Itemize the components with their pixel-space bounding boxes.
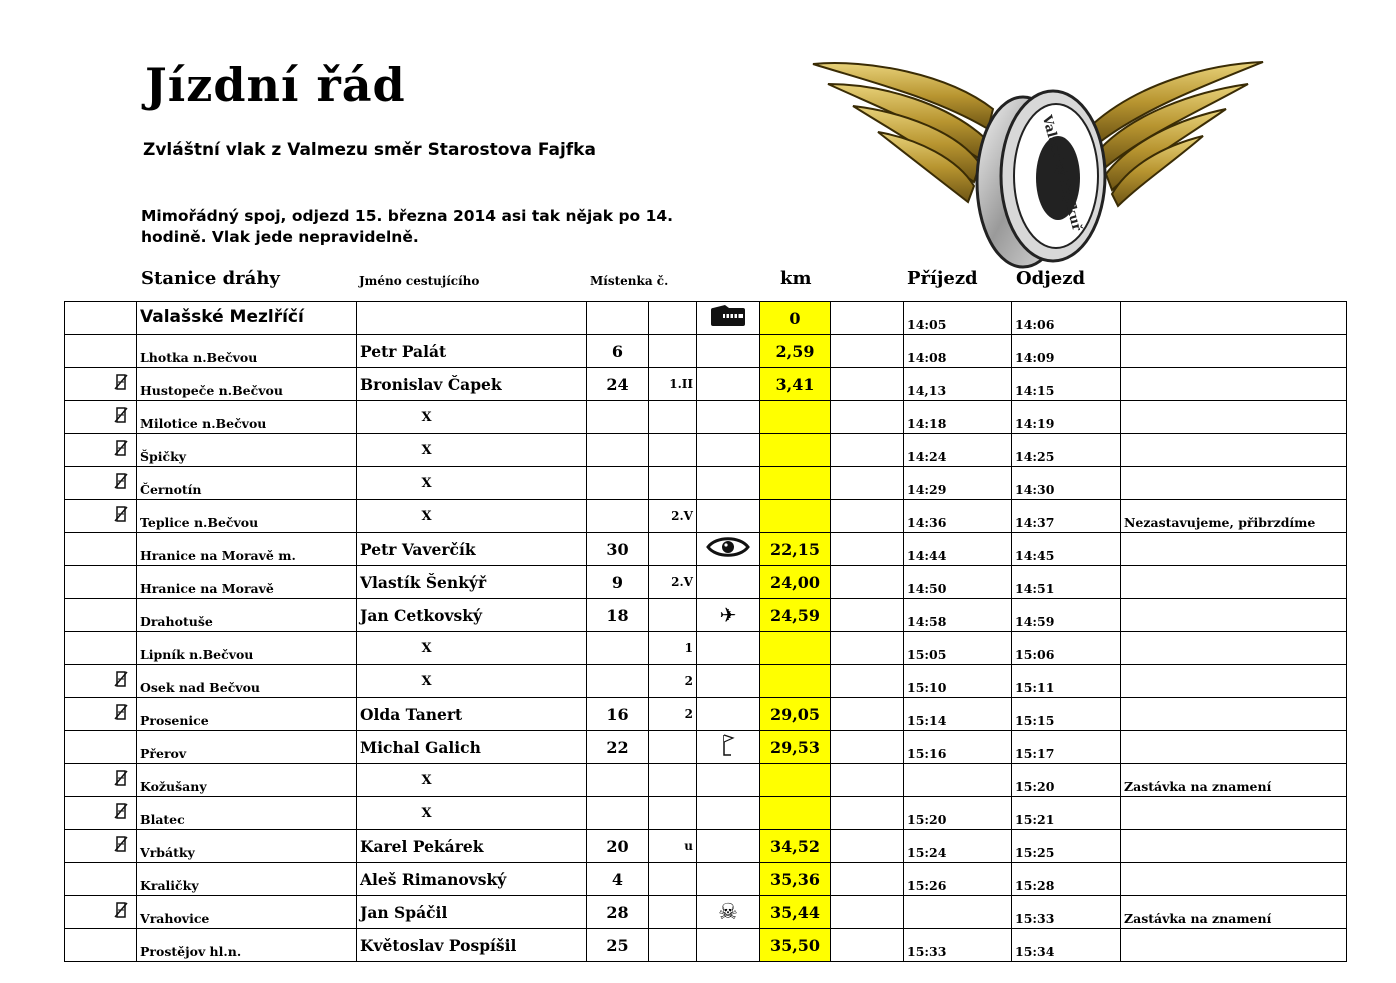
table-row [65, 467, 1347, 500]
spacer-cell [831, 500, 904, 533]
eye-icon [697, 533, 760, 566]
departure-time: 14:45 [1012, 533, 1121, 566]
icon-cell [697, 368, 760, 401]
row-note [1121, 335, 1347, 368]
class-code [649, 335, 697, 368]
station-name: Špičky [137, 434, 357, 467]
spacer-cell [831, 797, 904, 830]
station-name: Valašské Mezlříčí [137, 302, 357, 335]
departure-time: 14:37 [1012, 500, 1121, 533]
passenger-name: Olda Tanert [357, 698, 587, 731]
seat-number: 9 [587, 566, 649, 599]
table-row [65, 698, 1347, 731]
km-value: 3,41 [760, 368, 831, 401]
arrival-time: 14:36 [904, 500, 1012, 533]
row-note [1121, 830, 1347, 863]
request-stop-marker [65, 830, 137, 863]
seat-number: 6 [587, 335, 649, 368]
departure-time: 14:59 [1012, 599, 1121, 632]
table-row [65, 302, 1347, 335]
passenger-name: X [357, 500, 587, 533]
station-name: Lipník n.Bečvou [137, 632, 357, 665]
passenger-name: X [357, 401, 587, 434]
station-name: Přerov [137, 731, 357, 764]
arrival-time: 15:16 [904, 731, 1012, 764]
passenger-name: X [357, 665, 587, 698]
class-code [649, 896, 697, 929]
passenger-name: Jan Cetkovský [357, 599, 587, 632]
passenger-name: X [357, 764, 587, 797]
request-stop-icon [114, 903, 128, 922]
spacer-cell [831, 335, 904, 368]
km-value: 35,36 [760, 863, 831, 896]
class-code [649, 764, 697, 797]
page-title: Jízdní řád [145, 58, 406, 112]
row-note [1121, 302, 1347, 335]
table-row [65, 566, 1347, 599]
request-stop-marker [65, 599, 137, 632]
table-row [65, 863, 1347, 896]
km-value: 2,59 [760, 335, 831, 368]
piano-icon [697, 302, 760, 335]
class-code [649, 599, 697, 632]
request-stop-marker [65, 401, 137, 434]
icon-cell [697, 632, 760, 665]
request-stop-marker [65, 335, 137, 368]
passenger-name: X [357, 632, 587, 665]
request-stop-marker [65, 929, 137, 962]
km-value [760, 764, 831, 797]
header-station: Stanice dráhy [141, 268, 280, 289]
departure-time: 14:51 [1012, 566, 1121, 599]
arrival-time: 15:26 [904, 863, 1012, 896]
table-row [65, 896, 1347, 929]
station-name: Osek nad Bečvou [137, 665, 357, 698]
km-value: 29,53 [760, 731, 831, 764]
row-note [1121, 929, 1347, 962]
icon-cell [697, 401, 760, 434]
km-value: 34,52 [760, 830, 831, 863]
station-name: Kožušany [137, 764, 357, 797]
icon-cell [697, 830, 760, 863]
request-stop-marker [65, 434, 137, 467]
km-value [760, 665, 831, 698]
seat-number: 20 [587, 830, 649, 863]
seat-number: 16 [587, 698, 649, 731]
class-code [649, 401, 697, 434]
logo-text: Valašský Fajfkuř [1038, 113, 1085, 233]
arrival-time [904, 896, 1012, 929]
km-value: 35,44 [760, 896, 831, 929]
icon-cell [697, 335, 760, 368]
passenger-name: X [357, 467, 587, 500]
seat-number: 28 [587, 896, 649, 929]
seat-number [587, 764, 649, 797]
arrival-time [904, 764, 1012, 797]
request-stop-marker [65, 764, 137, 797]
header-arrival: Příjezd [907, 268, 978, 289]
service-note-line-2: hodině. Vlak jede nepravidelně. [141, 228, 419, 246]
km-value: 24,00 [760, 566, 831, 599]
arrival-time: 15:05 [904, 632, 1012, 665]
seat-number: 30 [587, 533, 649, 566]
station-name: Prostějov hl.n. [137, 929, 357, 962]
class-code [649, 434, 697, 467]
departure-time: 14:30 [1012, 467, 1121, 500]
request-stop-marker [65, 665, 137, 698]
km-value [760, 500, 831, 533]
arrival-time: 15:33 [904, 929, 1012, 962]
seat-number: 24 [587, 368, 649, 401]
spacer-cell [831, 929, 904, 962]
row-note: Zastávka na znamení [1121, 764, 1347, 797]
request-stop-icon [114, 375, 128, 394]
request-stop-icon [114, 672, 128, 691]
timetable [64, 301, 1347, 962]
km-value [760, 632, 831, 665]
request-stop-marker [65, 632, 137, 665]
arrival-time: 14:08 [904, 335, 1012, 368]
km-value [760, 467, 831, 500]
icon-cell [697, 566, 760, 599]
request-stop-icon [114, 837, 128, 856]
skull-crossbones-icon: ☠ [697, 896, 760, 929]
seat-number: 22 [587, 731, 649, 764]
request-stop-icon [114, 507, 128, 526]
station-name: Černotín [137, 467, 357, 500]
class-code: u [649, 830, 697, 863]
class-code [649, 467, 697, 500]
arrival-time: 15:14 [904, 698, 1012, 731]
icon-cell [697, 434, 760, 467]
station-name: Milotice n.Bečvou [137, 401, 357, 434]
page-subtitle: Zvláštní vlak z Valmezu směr Starostova Fajfka [143, 140, 596, 160]
request-stop-icon [114, 474, 128, 493]
spacer-cell [831, 863, 904, 896]
spacer-cell [831, 566, 904, 599]
km-value [760, 797, 831, 830]
departure-time: 14:09 [1012, 335, 1121, 368]
spacer-cell [831, 401, 904, 434]
header-passenger: Jméno cestujícího [359, 274, 480, 288]
station-name: Hranice na Moravě [137, 566, 357, 599]
departure-time: 15:21 [1012, 797, 1121, 830]
km-value: 0 [760, 302, 831, 335]
station-name: Prosenice [137, 698, 357, 731]
passenger-name: Petr Palát [357, 335, 587, 368]
arrival-time: 14:18 [904, 401, 1012, 434]
seat-number: 4 [587, 863, 649, 896]
seat-number [587, 302, 649, 335]
row-note [1121, 797, 1347, 830]
flag-icon [697, 731, 760, 764]
departure-time: 15:15 [1012, 698, 1121, 731]
km-value [760, 401, 831, 434]
icon-cell [697, 863, 760, 896]
seat-number: 18 [587, 599, 649, 632]
passenger-name: Jan Spáčil [357, 896, 587, 929]
icon-cell [697, 929, 760, 962]
request-stop-marker [65, 698, 137, 731]
request-stop-icon [114, 441, 128, 460]
arrival-time: 15:20 [904, 797, 1012, 830]
departure-time: 14:15 [1012, 368, 1121, 401]
airplane-icon: ✈ [697, 599, 760, 632]
departure-time: 14:06 [1012, 302, 1121, 335]
row-note [1121, 434, 1347, 467]
header-departure: Odjezd [1016, 268, 1086, 289]
row-note: Nezastavujeme, přibrzdíme [1121, 500, 1347, 533]
spacer-cell [831, 368, 904, 401]
class-code [649, 797, 697, 830]
seat-number [587, 665, 649, 698]
class-code [649, 302, 697, 335]
table-row [65, 500, 1347, 533]
class-code: 2 [649, 665, 697, 698]
request-stop-marker [65, 368, 137, 401]
departure-time: 15:33 [1012, 896, 1121, 929]
table-row [65, 434, 1347, 467]
km-value: 24,59 [760, 599, 831, 632]
spacer-cell [831, 698, 904, 731]
spacer-cell [831, 533, 904, 566]
station-name: Hranice na Moravě m. [137, 533, 357, 566]
spacer-cell [831, 467, 904, 500]
header-km: km [780, 268, 812, 289]
station-name: Lhotka n.Bečvou [137, 335, 357, 368]
row-note [1121, 467, 1347, 500]
departure-time: 14:25 [1012, 434, 1121, 467]
icon-cell [697, 698, 760, 731]
row-note: Zastávka na znamení [1121, 896, 1347, 929]
departure-time: 15:06 [1012, 632, 1121, 665]
row-note [1121, 632, 1347, 665]
request-stop-marker [65, 731, 137, 764]
spacer-cell [831, 896, 904, 929]
arrival-time: 14:29 [904, 467, 1012, 500]
spacer-cell [831, 830, 904, 863]
passenger-name: Michal Galich [357, 731, 587, 764]
class-code: 1.II [649, 368, 697, 401]
arrival-time: 15:24 [904, 830, 1012, 863]
passenger-name: X [357, 434, 587, 467]
seat-number [587, 500, 649, 533]
km-value: 29,05 [760, 698, 831, 731]
table-row [65, 401, 1347, 434]
right-wing [1093, 62, 1263, 206]
table-row [65, 731, 1347, 764]
seat-number [587, 401, 649, 434]
seat-number [587, 632, 649, 665]
passenger-name: Vlastík Šenkýř [357, 566, 587, 599]
km-value: 22,15 [760, 533, 831, 566]
departure-time: 15:34 [1012, 929, 1121, 962]
header-seat: Místenka č. [590, 274, 669, 288]
passenger-name [357, 302, 587, 335]
passenger-name: Petr Vaverčík [357, 533, 587, 566]
class-code: 2.V [649, 566, 697, 599]
table-row [65, 632, 1347, 665]
request-stop-marker [65, 302, 137, 335]
spacer-cell [831, 434, 904, 467]
arrival-time: 14:58 [904, 599, 1012, 632]
request-stop-icon [114, 804, 128, 823]
departure-time: 14:19 [1012, 401, 1121, 434]
departure-time: 15:25 [1012, 830, 1121, 863]
spacer-cell [831, 764, 904, 797]
winged-wheel-logo [808, 54, 1268, 269]
service-note [141, 206, 741, 248]
seat-number [587, 797, 649, 830]
arrival-time: 14:50 [904, 566, 1012, 599]
spacer-cell [831, 731, 904, 764]
passenger-name: Aleš Rimanovský [357, 863, 587, 896]
request-stop-icon [114, 771, 128, 790]
icon-cell [697, 665, 760, 698]
arrival-time: 14:24 [904, 434, 1012, 467]
table-row [65, 797, 1347, 830]
table-row [65, 665, 1347, 698]
departure-time: 15:11 [1012, 665, 1121, 698]
class-code: 1 [649, 632, 697, 665]
request-stop-icon [114, 408, 128, 427]
passenger-name: Bronislav Čapek [357, 368, 587, 401]
class-code [649, 863, 697, 896]
request-stop-marker [65, 467, 137, 500]
table-row [65, 929, 1347, 962]
icon-cell [697, 764, 760, 797]
table-row [65, 533, 1347, 566]
station-name: Blatec [137, 797, 357, 830]
table-row [65, 764, 1347, 797]
row-note [1121, 731, 1347, 764]
left-wing [813, 63, 993, 202]
station-name: Vrbátky [137, 830, 357, 863]
row-note [1121, 566, 1347, 599]
passenger-name: Květoslav Pospíšil [357, 929, 587, 962]
icon-cell [697, 797, 760, 830]
spacer-cell [831, 665, 904, 698]
station-name: Kraličky [137, 863, 357, 896]
request-stop-marker [65, 566, 137, 599]
row-note [1121, 698, 1347, 731]
class-code: 2 [649, 698, 697, 731]
row-note [1121, 599, 1347, 632]
arrival-time: 14:05 [904, 302, 1012, 335]
request-stop-marker [65, 863, 137, 896]
seat-number: 25 [587, 929, 649, 962]
station-name: Drahotuše [137, 599, 357, 632]
arrival-time: 14:44 [904, 533, 1012, 566]
class-code [649, 533, 697, 566]
request-stop-marker [65, 896, 137, 929]
class-code: 2.V [649, 500, 697, 533]
request-stop-marker [65, 533, 137, 566]
station-name: Vrahovice [137, 896, 357, 929]
row-note [1121, 368, 1347, 401]
departure-time: 15:28 [1012, 863, 1121, 896]
table-row [65, 368, 1347, 401]
passenger-name: X [357, 797, 587, 830]
request-stop-icon [114, 705, 128, 724]
service-note-line-1: Mimořádný spoj, odjezd 15. března 2014 asi tak nějak po 14. [141, 207, 674, 225]
spacer-cell [831, 632, 904, 665]
row-note [1121, 863, 1347, 896]
request-stop-marker [65, 797, 137, 830]
spacer-cell [831, 599, 904, 632]
seat-number [587, 434, 649, 467]
km-value [760, 434, 831, 467]
spacer-cell [831, 302, 904, 335]
passenger-name: Karel Pekárek [357, 830, 587, 863]
class-code [649, 929, 697, 962]
table-row [65, 335, 1347, 368]
km-value: 35,50 [760, 929, 831, 962]
row-note [1121, 401, 1347, 434]
table-row [65, 599, 1347, 632]
table-row [65, 830, 1347, 863]
arrival-time: 14,13 [904, 368, 1012, 401]
row-note [1121, 533, 1347, 566]
class-code [649, 731, 697, 764]
arrival-time: 15:10 [904, 665, 1012, 698]
icon-cell [697, 467, 760, 500]
departure-time: 15:20 [1012, 764, 1121, 797]
request-stop-marker [65, 500, 137, 533]
icon-cell [697, 500, 760, 533]
station-name: Hustopeče n.Bečvou [137, 368, 357, 401]
wheel [977, 91, 1105, 267]
departure-time: 15:17 [1012, 731, 1121, 764]
seat-number [587, 467, 649, 500]
station-name: Teplice n.Bečvou [137, 500, 357, 533]
row-note [1121, 665, 1347, 698]
